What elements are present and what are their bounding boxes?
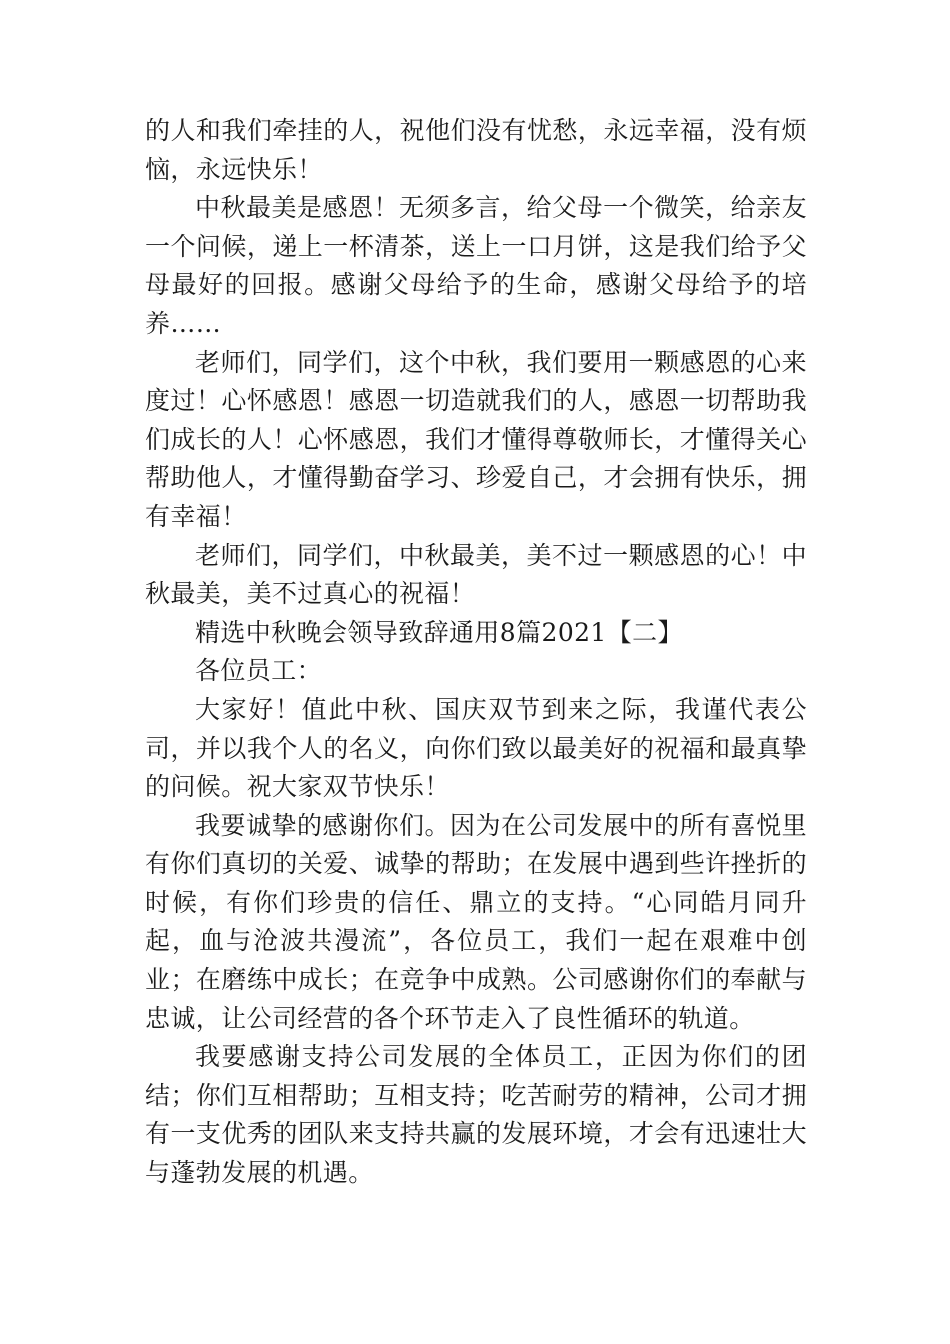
paragraph-thanks: 我要诚挚的感谢你们。因为在公司发展中的所有喜悦里有你们真切的关爱、诚挚的帮助；在发展中遇到些许挫折的时候，有你们珍贵的信任、鼎立的支持。“心同皓月同升起，血与沧波共漫流”，各位员工，我们一起在艰难中创业；在磨练中成长；在竞争中成熟。公司感谢你们的奉献与忠诚，让公司经营的各个环节走入了良性循环的轨道。 — [145, 810, 807, 1033]
document-body — [145, 112, 807, 1193]
paragraph-holiday-greeting: 大家好！值此中秋、国庆双节到来之际，我谨代表公司，并以我个人的名义，向你们致以最美好的祝福和最真挚的问候。祝大家双节快乐！ — [145, 694, 807, 802]
paragraph-continued: 的人和我们牵挂的人，祝他们没有忧愁，永远幸福，没有烦恼，永远快乐！ — [145, 116, 807, 184]
paragraph-team-thanks: 我要感谢支持公司发展的全体员工，正因为你们的团结；你们互相帮助；互相支持；吃苦耐劳的精神，公司才拥有一支优秀的团队来支持共赢的发展环境，才会有迅速壮大与蓬勃发展的机遇。 — [145, 1042, 807, 1188]
paragraph-gratitude: 中秋最美是感恩！无须多言，给父母一个微笑，给亲友一个问候，递上一杯清茶，送上一口月饼，这是我们给予父母最好的回报。感谢父母给予的生命，感谢父母给予的培养…… — [145, 193, 807, 338]
paragraph-closing-wish: 老师们，同学们，中秋最美，美不过一颗感恩的心！中秋最美，美不过真心的祝福！ — [145, 540, 807, 609]
paragraph-teachers-students: 老师们，同学们，这个中秋，我们要用一颗感恩的心来度过！心怀感恩！感恩一切造就我们的人，感恩一切帮助我们成长的人！心怀感恩，我们才懂得尊敬师长，才懂得关心帮助他人，才懂得勤奋学习、珍爱自己，才会拥有快乐，拥有幸福！ — [145, 347, 807, 531]
greeting: 各位员工： — [195, 656, 323, 686]
section-title: 精选中秋晚会领导致辞通用8篇2021【二】 — [195, 617, 683, 647]
